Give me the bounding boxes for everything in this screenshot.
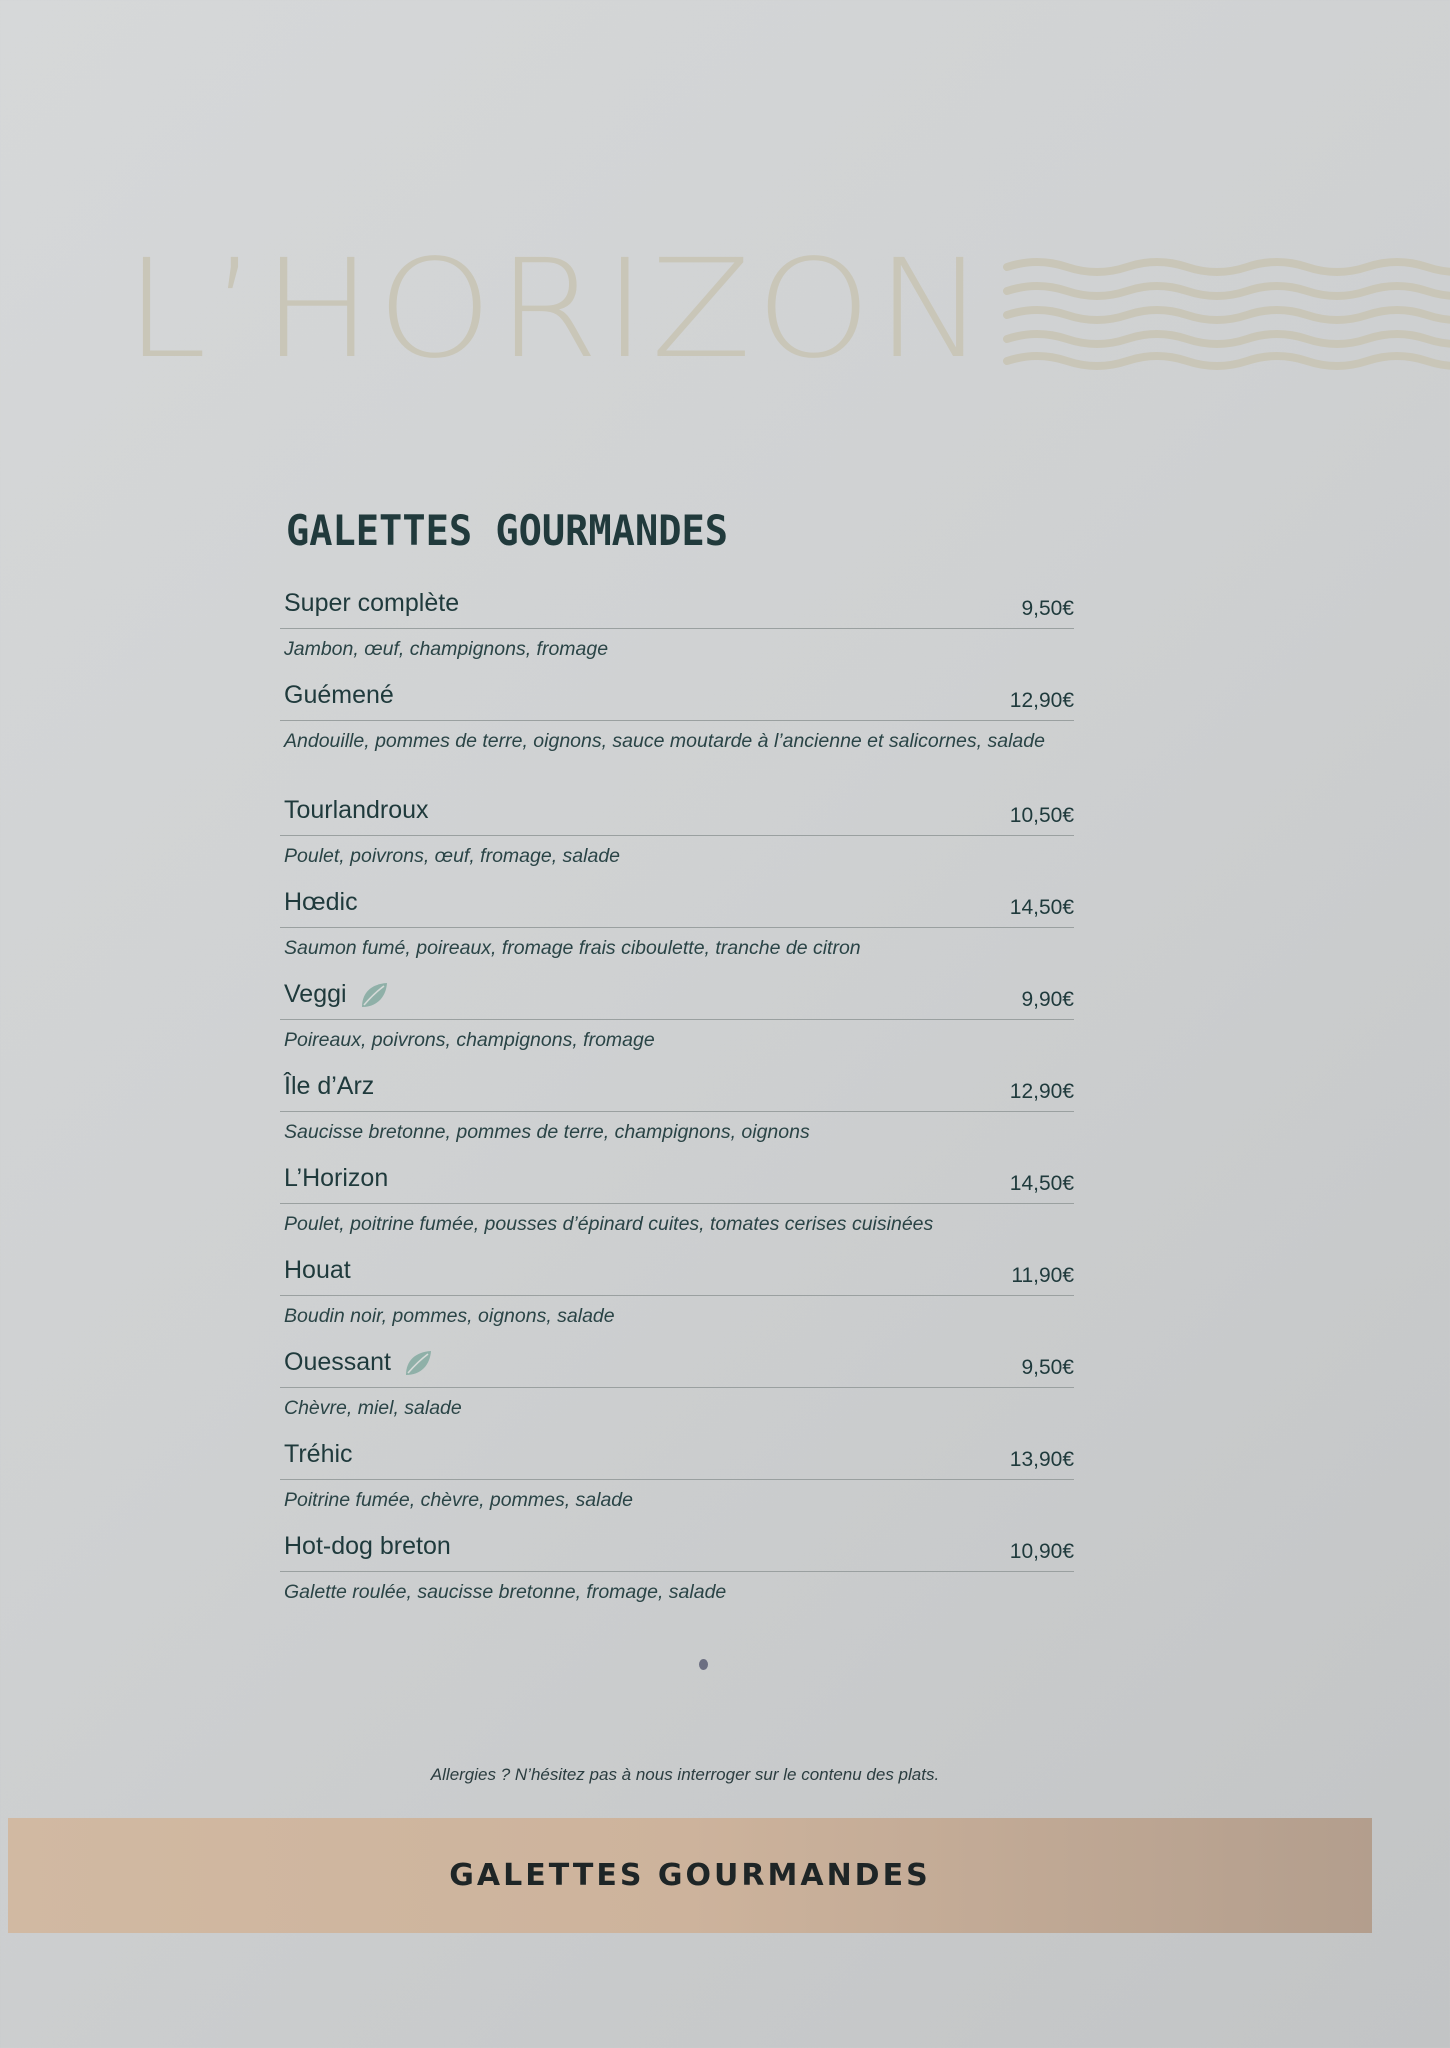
menu-item-description: Poulet, poivrons, œuf, fromage, salade <box>284 845 621 867</box>
menu-item <box>280 1346 1074 1438</box>
menu-item-price: 14,50€ <box>1009 1172 1074 1195</box>
menu-section <box>280 503 1074 1622</box>
menu-item-price: 14,50€ <box>1009 896 1074 919</box>
menu-item-name <box>284 1164 388 1193</box>
menu-item-description: Saucisse bretonne, pommes de terre, champignons, oignons <box>284 1121 810 1143</box>
menu-item-price: 9,50€ <box>1021 1356 1074 1379</box>
menu-item <box>280 1530 1074 1622</box>
logo-text: L’HORIZON <box>125 231 990 389</box>
menu-item <box>280 886 1074 978</box>
menu-item-name-text: Île d’Arz <box>284 1072 375 1100</box>
menu-item <box>280 1254 1074 1346</box>
menu-item-header <box>280 1346 1074 1388</box>
waves-icon <box>1003 255 1450 371</box>
menu-item-name-text: Tréhic <box>284 1440 353 1468</box>
footer-band-title: GALETTES GOURMANDES <box>449 1858 931 1893</box>
menu-item-description: Jambon, œuf, champignons, fromage <box>284 638 609 660</box>
menu-item-description: Andouille, pommes de terre, oignons, sauce moutarde à l’ancienne et salicornes, salade <box>284 730 1045 752</box>
menu-item-header <box>280 1438 1074 1480</box>
menu-item-name <box>284 1256 351 1285</box>
menu-item-name <box>284 1348 433 1377</box>
menu-item-header <box>280 1162 1074 1204</box>
allergy-note: Allergies ? N’hésitez pas à nous interroger sur le contenu des plats. <box>430 1765 940 1784</box>
footer-band <box>8 1818 1372 1933</box>
menu-item-description: Saumon fumé, poireaux, fromage frais ciboulette, tranche de citron <box>284 937 861 959</box>
menu-item <box>280 1438 1074 1530</box>
menu-item-name <box>284 589 459 618</box>
menu-item-name-text: Tourlandroux <box>284 796 429 824</box>
menu-item-header <box>280 794 1074 836</box>
menu-item-header <box>280 1070 1074 1112</box>
menu-item-name-text: Super complète <box>284 589 460 617</box>
menu-item-description: Boudin noir, pommes, oignons, salade <box>284 1305 615 1327</box>
menu-item-name <box>284 681 394 710</box>
menu-item-name <box>284 888 358 917</box>
menu-item-price: 13,90€ <box>1009 1448 1074 1471</box>
menu-item <box>280 1070 1074 1162</box>
menu-item-name-text: L’Horizon <box>284 1164 389 1192</box>
menu-list <box>280 587 1074 1622</box>
menu-item-name-text: Ouessant <box>284 1347 392 1376</box>
menu-item-header <box>280 978 1074 1020</box>
menu-item-name <box>284 796 429 825</box>
menu-item-name-text: Hot-dog breton <box>284 1532 451 1560</box>
menu-item-name-text: Guémené <box>284 681 394 709</box>
menu-item-price: 9,50€ <box>1021 597 1074 620</box>
menu-item <box>280 794 1074 886</box>
menu-item-header <box>280 886 1074 928</box>
menu-item <box>280 587 1074 679</box>
ink-dot <box>699 1659 708 1670</box>
menu-item-name-text: Hœdic <box>284 888 358 916</box>
leaf-icon <box>403 1349 433 1377</box>
menu-item-price: 11,90€ <box>1011 1264 1074 1287</box>
menu-item-name-text: Veggi <box>284 979 347 1008</box>
menu-item-name <box>284 1532 451 1561</box>
menu-item-description: Poireaux, poivrons, champignons, fromage <box>284 1029 655 1051</box>
leaf-icon <box>359 981 389 1009</box>
menu-item-name <box>284 1440 353 1469</box>
menu-item-description: Galette roulée, saucisse bretonne, fromage, salade <box>284 1581 727 1603</box>
menu-item-price: 10,50€ <box>1009 804 1074 827</box>
menu-item-name <box>284 980 389 1009</box>
brand-logo <box>125 231 1385 389</box>
menu-item-price: 9,90€ <box>1021 988 1074 1011</box>
menu-item-description: Poulet, poitrine fumée, pousses d’épinard cuites, tomates cerises cuisinées <box>284 1213 934 1235</box>
menu-item-price: 12,90€ <box>1009 689 1074 712</box>
menu-item <box>280 1162 1074 1254</box>
menu-item <box>280 679 1074 794</box>
menu-item-price: 12,90€ <box>1009 1080 1074 1103</box>
menu-item-description: Chèvre, miel, salade <box>284 1397 462 1419</box>
menu-item-name-text: Houat <box>284 1256 351 1284</box>
menu-item-name <box>284 1072 374 1101</box>
menu-item-header <box>280 679 1074 721</box>
menu-item-price: 10,90€ <box>1009 1540 1074 1563</box>
menu-item <box>280 978 1074 1070</box>
menu-item-header <box>280 1254 1074 1296</box>
menu-item-header <box>280 587 1074 629</box>
section-title: GALETTES GOURMANDES <box>286 506 729 555</box>
menu-item-header <box>280 1530 1074 1572</box>
menu-item-description: Poitrine fumée, chèvre, pommes, salade <box>284 1489 634 1511</box>
